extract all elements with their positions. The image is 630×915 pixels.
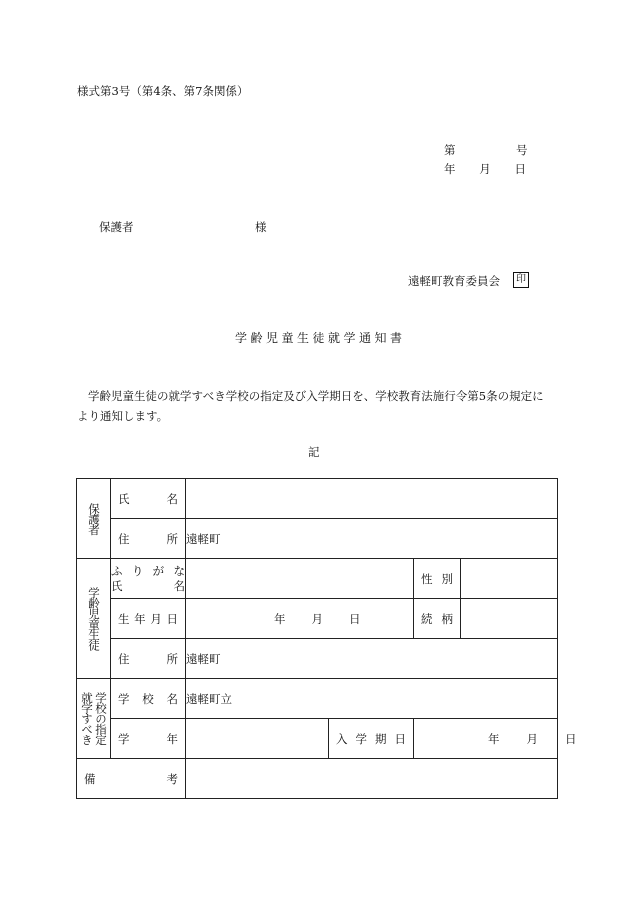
issuer-name: 遠軽町教育委員会 bbox=[408, 274, 500, 288]
relation-label: 続 柄 bbox=[414, 599, 461, 639]
remarks-label: 備 考 bbox=[77, 759, 186, 799]
gender-label: 性 別 bbox=[414, 559, 461, 599]
form-number: 様式第3号（第4条、第7条関係） bbox=[77, 84, 249, 98]
entry-date-field[interactable]: 年 月 日 bbox=[414, 719, 558, 759]
student-name-field[interactable] bbox=[186, 559, 414, 599]
seal-mark: 印 bbox=[513, 272, 529, 288]
guardian-group-label: 保護者 bbox=[77, 479, 111, 559]
document-number bbox=[444, 142, 528, 158]
issue-date-day: 日 bbox=[514, 162, 526, 176]
grade-label: 学 年 bbox=[111, 719, 186, 759]
document-title: 学齢児童生徒就学通知書 bbox=[235, 331, 406, 345]
student-address-field[interactable]: 遠軽町 bbox=[186, 639, 558, 679]
notice-table bbox=[76, 478, 577, 799]
addressee-honorific: 様 bbox=[255, 220, 267, 234]
school-designation-label: 就学すべき 学校の指定 bbox=[77, 679, 111, 759]
guardian-address-field[interactable]: 遠軽町 bbox=[186, 519, 558, 559]
entry-date-label: 入 学 期 日 bbox=[329, 719, 414, 759]
guardian-address-label: 住 所 bbox=[111, 519, 186, 559]
body-text: 学齢児童生徒の就学すべき学校の指定及び入学期日を、学校教育法施行令第5条の規定により通知します。 bbox=[77, 389, 544, 423]
student-name-label: ふ り が な 氏 名 bbox=[111, 559, 186, 599]
birth-date-field[interactable]: 年 月 日 bbox=[186, 599, 414, 639]
guardian-name-label: 氏 名 bbox=[111, 479, 186, 519]
ki-heading: 記 bbox=[308, 445, 320, 459]
issue-date bbox=[444, 161, 526, 177]
school-name-label: 学 校 名 bbox=[111, 679, 186, 719]
relation-field[interactable] bbox=[461, 599, 558, 639]
addressee bbox=[99, 219, 267, 235]
grade-field[interactable] bbox=[186, 719, 329, 759]
addressee-label: 保護者 bbox=[99, 220, 134, 234]
issue-date-year: 年 bbox=[444, 162, 456, 176]
remarks-field[interactable] bbox=[186, 759, 558, 799]
school-name-field[interactable]: 遠軽町立 bbox=[186, 679, 558, 719]
gender-field[interactable] bbox=[461, 559, 558, 599]
birth-date-label: 生 年 月 日 bbox=[111, 599, 186, 639]
document-number-prefix: 第 bbox=[444, 143, 456, 157]
guardian-name-field[interactable] bbox=[186, 479, 558, 519]
issue-date-month: 月 bbox=[479, 162, 491, 176]
document-number-suffix: 号 bbox=[516, 143, 528, 157]
student-group-label: 学齢児童生徒 bbox=[77, 559, 111, 679]
student-address-label: 住 所 bbox=[111, 639, 186, 679]
